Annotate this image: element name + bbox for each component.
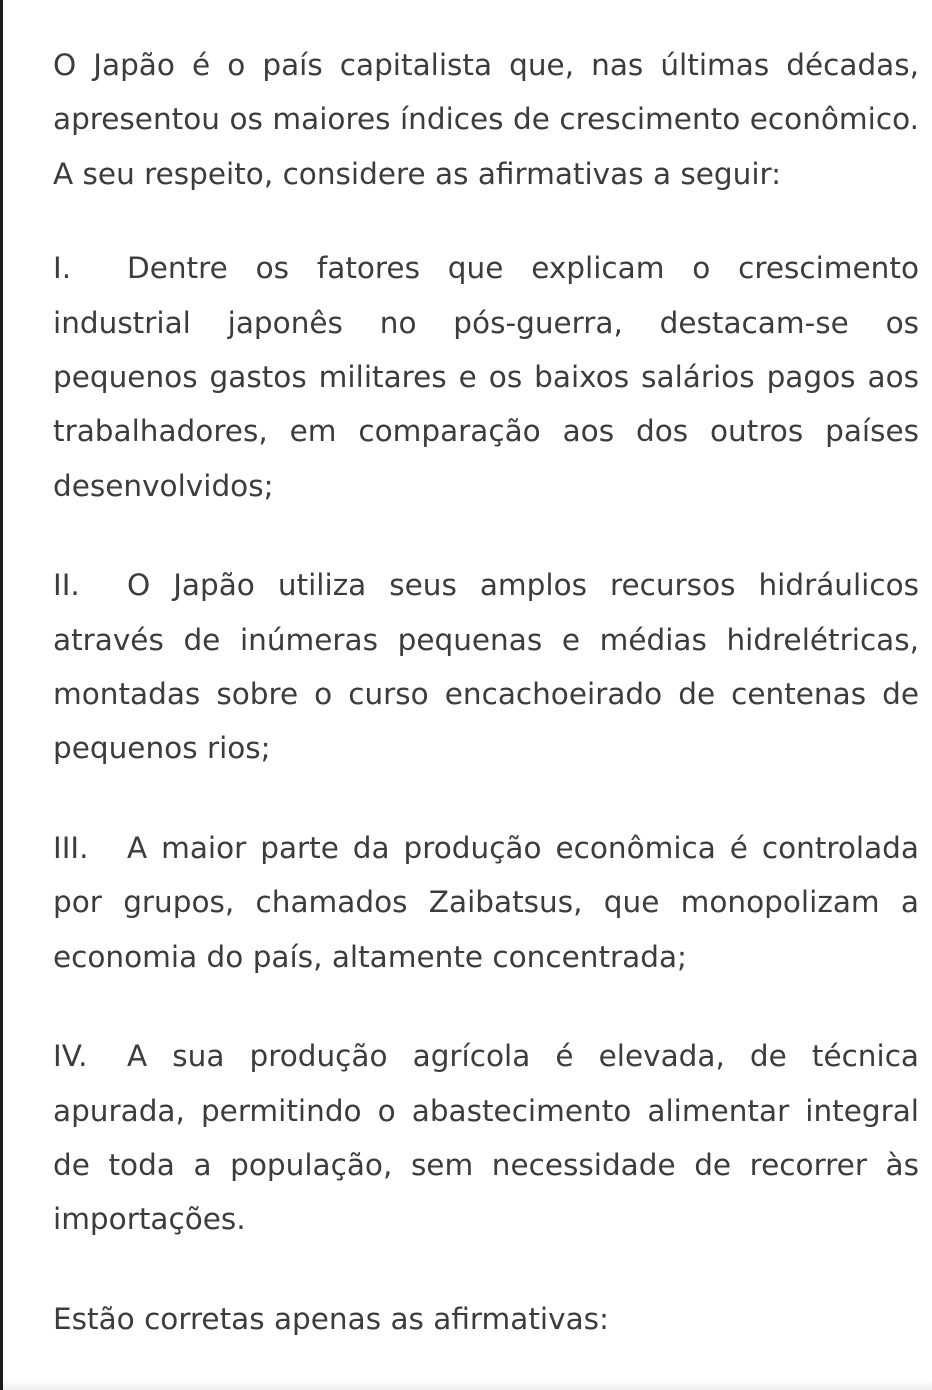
statement-text: A maior parte da produção econômica é controlada por grupos, chamados Zaibatsus, que monopolizam a economia do país, altamente concentrada; <box>53 830 919 974</box>
question-prompt: Estão corretas apenas as afirmativas: <box>53 1301 609 1336</box>
statement-text: O Japão utiliza seus amplos recursos hidráulicos através de inúmeras pequenas e médias hidrelétricas, montadas sobre o curso encachoeirado de centenas de pequenos rios; <box>53 568 919 766</box>
statement-text: A sua produção agrícola é elevada, de técnica apurada, permitindo o abastecimento alimentar integral de toda a população, sem necessidade de recorrer às importações. <box>53 1039 919 1237</box>
statement-ii <box>53 558 919 776</box>
intro-paragraph: O Japão é o país capitalista que, nas últimas décadas, apresentou os maiores índices de crescimento econômico. A seu respeito, considere as afirmativas a seguir: <box>53 48 919 191</box>
bottom-edge-shadow <box>3 1380 932 1390</box>
statement-iv <box>53 1029 919 1247</box>
statement-text: Dentre os fatores que explicam o crescimento industrial japonês no pós-guerra, destacam-se os pequenos gastos militares e os baixos salários pagos aos trabalhadores, em comparação aos dos outros países desenvolvidos; <box>53 251 919 503</box>
statement-i <box>53 241 919 513</box>
statement-numeral: III. <box>53 830 89 865</box>
left-border-line <box>0 0 3 1390</box>
statement-iii <box>53 821 919 984</box>
statement-numeral: II. <box>53 568 80 603</box>
question-text-block <box>53 38 919 1346</box>
statement-numeral: IV. <box>53 1039 88 1074</box>
statement-numeral: I. <box>53 251 72 286</box>
